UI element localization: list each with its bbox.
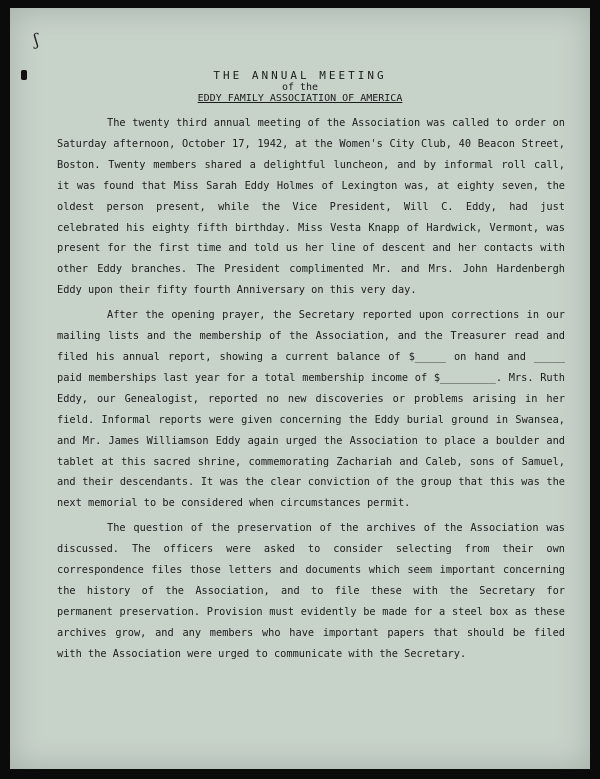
document-body	[57, 113, 572, 669]
document-title	[10, 70, 590, 104]
paragraph-2: After the opening prayer, the Secretary reported upon corrections in our mailing lists and the membership of the Association, and the Treasurer read and filed his annual report, showing a current balance of $_____ on hand and _____ paid memberships last year for a total membership income of $_________. Mrs. Ruth Eddy, our Genealogist, reported no new discoveries or problems arising in her field. Informal reports were given concerning the Eddy burial ground in Swansea, and Mr. James Williamson Eddy again urged the Association to place a boulder and tablet at this sacred shrine, commemorating Zachariah and Caleb, sons of Samuel, and their descendants. It was the clear conviction of the group that this was the next memorial to be considered when circumstances permit.	[57, 309, 572, 510]
title-line-3: EDDY FAMILY ASSOCIATION OF AMERICA	[197, 93, 403, 104]
document-page	[10, 8, 590, 769]
paragraph-1: The twenty third annual meeting of the Association was called to order on Saturday afternoon, October 17, 1942, at the Women's City Club, 40 Beacon Street, Boston. Twenty members shared a delightful luncheon, and by informal roll call, it was found that Miss Sarah Eddy Holmes of Lexington was, at eighty seven, the oldest person present, while the Vice President, Will C. Eddy, had just celebrated his eighty fifth birthday. Miss Vesta Knapp of Hardwick, Vermont, was present for the first time and told us her line of descent and her contacts with other Eddy branches. The President complimented Mr. and Mrs. John Hardenbergh Eddy upon their fifty fourth Anniversary on this very day.	[57, 117, 572, 297]
paragraph-3: The question of the preservation of the archives of the Association was discussed. The officers were asked to consider selecting from their own correspondence files those letters and documents which seem important concerning the history of the Association, and to file these with the Secretary for permanent preservation. Provision must evidently be made for a steel box as these archives grow, and any members who have important papers that should be filed with the Association were urged to communicate with the Secretary.	[57, 522, 572, 660]
title-line-1: THE ANNUAL MEETING	[213, 69, 387, 82]
margin-mark: ʃ	[32, 29, 40, 50]
title-line-2: of the	[281, 82, 319, 93]
